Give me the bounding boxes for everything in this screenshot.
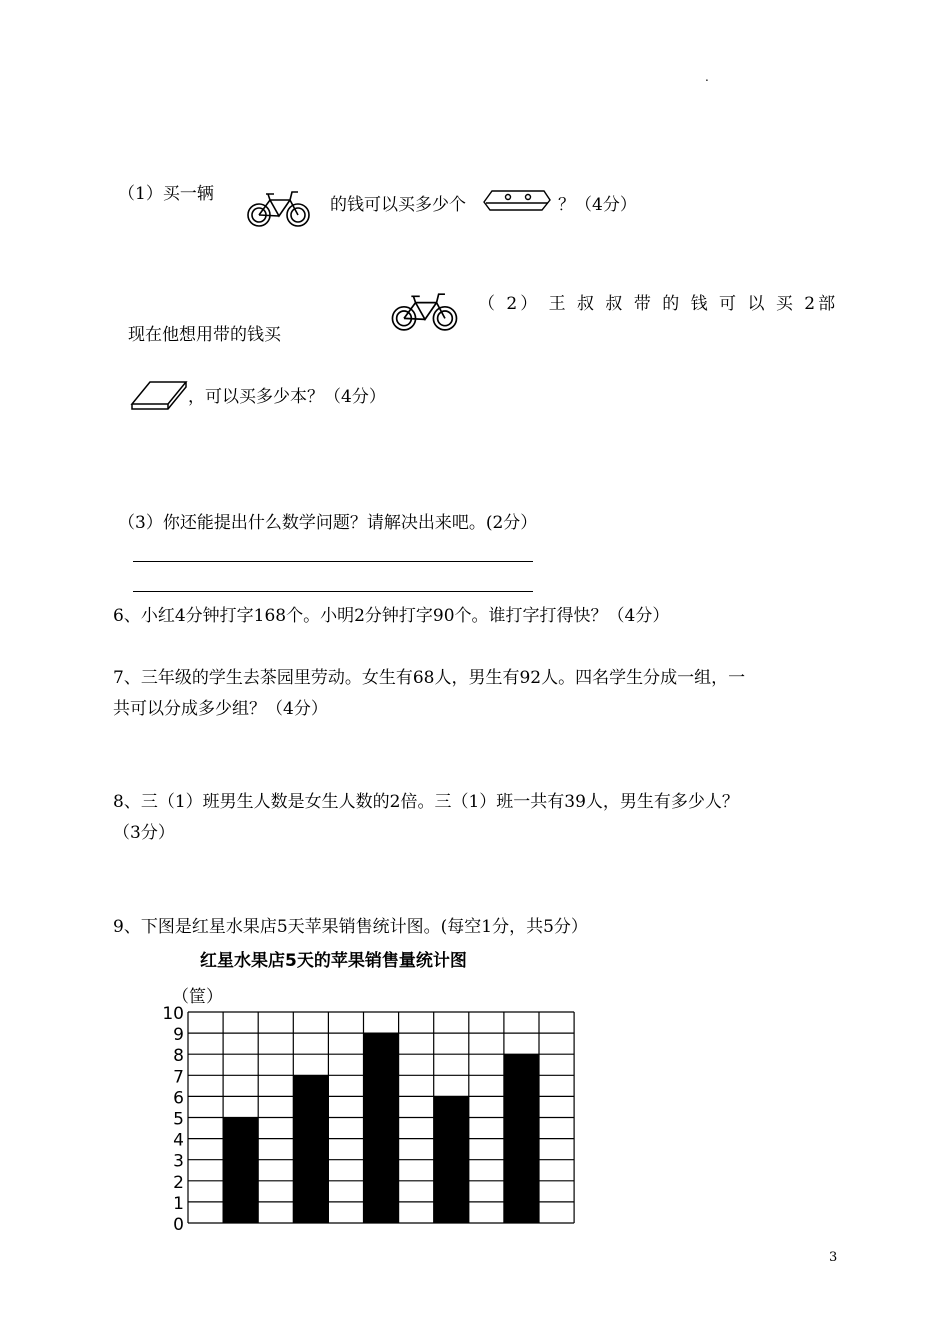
y-tick-label: 6 <box>173 1088 184 1109</box>
y-tick-label: 2 <box>173 1172 184 1193</box>
y-tick-label: 5 <box>173 1109 184 1130</box>
q5-part1-prefix: （1）买一辆 <box>118 184 214 204</box>
q5-part2-line1: （ 2） 王 叔 叔 带 的 钱 可 以 买 2部 <box>478 294 839 314</box>
y-tick-label: 1 <box>173 1193 184 1214</box>
chart-bar <box>364 1033 399 1223</box>
y-tick-label: 9 <box>173 1025 184 1046</box>
y-tick-label: 10 <box>162 1004 184 1024</box>
y-tick-label: 4 <box>173 1130 184 1151</box>
q5-part1-middle: 的钱可以买多少个 <box>330 195 466 215</box>
chart-bar <box>504 1054 539 1223</box>
chart-bar <box>293 1075 328 1223</box>
pencil-case-icon <box>482 186 552 214</box>
answer-line <box>133 591 533 592</box>
y-tick-label: 7 <box>173 1067 184 1088</box>
y-tick-label: 8 <box>173 1046 184 1067</box>
q5-part2-line2: 现在他想用带的钱买 <box>128 325 281 345</box>
bicycle-icon <box>390 290 460 332</box>
y-tick-label: 3 <box>173 1151 184 1172</box>
q5-part1-suffix: ？（4分） <box>558 195 637 215</box>
q5-part2-line3: ，可以买多少本？（4分） <box>188 387 386 407</box>
chart-bar <box>434 1096 469 1223</box>
book-icon <box>130 378 188 412</box>
q9-text: 9、下图是红星水果店5天苹果销售统计图。(每空1分，共5分） <box>113 917 588 937</box>
page-number: 3 <box>829 1250 838 1265</box>
bar-chart <box>150 984 590 1234</box>
y-tick-label: 0 <box>173 1215 184 1234</box>
q8-line1: 8、三（1）班男生人数是女生人数的2倍。三（1）班一共有39人，男生有多少人？ <box>113 792 739 812</box>
y-axis-unit-label: （筐） <box>172 987 223 1007</box>
chart-bar <box>223 1118 258 1224</box>
q7-line2: 共可以分成多少组？（4分） <box>113 699 328 719</box>
q6-text: 6、小红4分钟打字168个。小明2分钟打字90个。谁打字打得快？（4分） <box>113 606 670 626</box>
q8-line2: （3分） <box>113 823 175 843</box>
answer-line <box>133 561 533 562</box>
q5-part3-text: （3）你还能提出什么数学问题？请解决出来吧。(2分） <box>118 513 538 533</box>
chart-title: 红星水果店5天的苹果销售量统计图 <box>200 951 467 971</box>
q7-line1: 7、三年级的学生去茶园里劳动。女生有68人，男生有92人。四名学生分成一组，一 <box>113 668 746 688</box>
bicycle-icon <box>246 188 312 228</box>
corner-mark: . <box>705 70 709 84</box>
